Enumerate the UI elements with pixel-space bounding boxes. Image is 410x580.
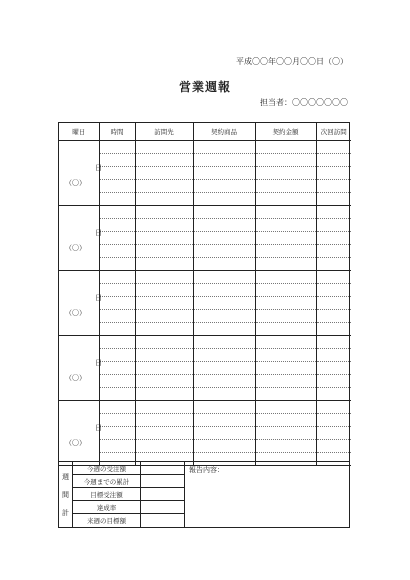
record-cell[interactable] — [193, 245, 255, 258]
day-char: 日 — [95, 229, 102, 237]
record-cell[interactable] — [193, 310, 255, 323]
record-cell[interactable] — [135, 375, 193, 388]
table-row — [59, 388, 351, 401]
weekday-label: （〇） — [65, 439, 86, 447]
record-cell[interactable] — [99, 427, 135, 440]
record-cell[interactable] — [99, 414, 135, 427]
record-cell[interactable] — [316, 388, 351, 401]
record-cell[interactable] — [316, 232, 351, 245]
record-cell[interactable] — [99, 245, 135, 258]
table-row — [59, 427, 351, 440]
record-cell[interactable] — [316, 258, 351, 271]
record-cell[interactable] — [316, 414, 351, 427]
weekday-cell — [59, 141, 102, 206]
table-row — [59, 245, 351, 258]
record-cell[interactable] — [255, 206, 316, 219]
record-cell[interactable] — [255, 414, 316, 427]
record-cell[interactable] — [193, 427, 255, 440]
weekday-cell — [59, 271, 102, 336]
record-cell[interactable] — [193, 388, 255, 401]
side-char: 週 — [62, 473, 69, 481]
record-cell[interactable] — [193, 401, 255, 414]
record-cell[interactable] — [193, 180, 255, 193]
record-cell[interactable] — [135, 193, 193, 206]
side-char: 計 — [62, 509, 69, 517]
summary-value-cell[interactable] — [141, 501, 185, 513]
record-cell[interactable] — [99, 323, 135, 336]
col-weekday: 曜日 — [59, 123, 99, 141]
record-cell[interactable] — [316, 297, 351, 310]
record-cell[interactable] — [99, 440, 135, 453]
side-char: 間 — [62, 491, 69, 499]
record-cell[interactable] — [316, 271, 351, 284]
summary-value-cell[interactable] — [141, 462, 185, 474]
col-time: 時間 — [99, 123, 135, 141]
record-cell[interactable] — [255, 167, 316, 180]
summary-row — [73, 462, 185, 475]
record-cell[interactable] — [135, 180, 193, 193]
record-cell[interactable] — [255, 219, 316, 232]
table-row — [59, 193, 351, 206]
table-row — [59, 154, 351, 167]
record-cell[interactable] — [193, 297, 255, 310]
record-cell[interactable] — [99, 180, 135, 193]
record-cell[interactable] — [316, 375, 351, 388]
record-cell[interactable] — [135, 349, 193, 362]
record-cell[interactable] — [135, 362, 193, 375]
record-cell[interactable] — [316, 167, 351, 180]
record-cell[interactable] — [193, 193, 255, 206]
summary-label: 来週の目標額 — [73, 514, 141, 527]
record-cell[interactable] — [255, 362, 316, 375]
table-row — [59, 336, 351, 349]
record-cell[interactable] — [316, 180, 351, 193]
record-cell[interactable] — [255, 336, 316, 349]
record-cell[interactable] — [316, 323, 351, 336]
table-row — [59, 297, 351, 310]
record-cell[interactable] — [99, 388, 135, 401]
record-cell[interactable] — [316, 245, 351, 258]
weekday-cell — [59, 401, 102, 466]
day-char: 日 — [95, 359, 102, 367]
record-cell[interactable] — [316, 440, 351, 453]
record-cell[interactable] — [255, 141, 316, 154]
summary-value-cell[interactable] — [141, 488, 185, 500]
record-cell[interactable] — [99, 206, 135, 219]
table-row — [59, 180, 351, 193]
table-row — [59, 401, 351, 414]
record-cell[interactable] — [193, 323, 255, 336]
record-cell[interactable] — [135, 284, 193, 297]
record-cell[interactable] — [193, 375, 255, 388]
record-cell[interactable] — [255, 193, 316, 206]
table-row — [59, 323, 351, 336]
record-cell[interactable] — [135, 388, 193, 401]
record-cell[interactable] — [316, 401, 351, 414]
record-cell[interactable] — [135, 154, 193, 167]
record-cell[interactable] — [99, 336, 135, 349]
record-cell[interactable] — [316, 427, 351, 440]
record-cell[interactable] — [193, 258, 255, 271]
summary-label: 達成率 — [73, 501, 141, 513]
col-contract-product: 契約商品 — [193, 123, 255, 141]
record-cell[interactable] — [99, 219, 135, 232]
record-cell[interactable] — [193, 414, 255, 427]
record-cell[interactable] — [255, 297, 316, 310]
record-cell[interactable] — [316, 284, 351, 297]
record-cell[interactable] — [99, 193, 135, 206]
record-cell[interactable] — [255, 323, 316, 336]
record-cell[interactable] — [135, 440, 193, 453]
table-row — [59, 219, 351, 232]
record-cell[interactable] — [193, 349, 255, 362]
day-char: 日 — [95, 424, 102, 432]
record-cell[interactable] — [193, 232, 255, 245]
summary-value-cell[interactable] — [141, 475, 185, 487]
summary-row — [73, 475, 185, 488]
weekday-label: （〇） — [65, 179, 86, 187]
record-cell[interactable] — [135, 414, 193, 427]
record-cell[interactable] — [316, 349, 351, 362]
record-cell[interactable] — [255, 401, 316, 414]
record-cell[interactable] — [99, 297, 135, 310]
record-cell[interactable] — [316, 362, 351, 375]
table-row — [59, 141, 351, 154]
record-cell[interactable] — [99, 154, 135, 167]
record-cell[interactable] — [255, 375, 316, 388]
table-row — [59, 271, 351, 284]
record-cell[interactable] — [255, 349, 316, 362]
record-cell[interactable] — [135, 167, 193, 180]
record-cell[interactable] — [255, 427, 316, 440]
weekday-cell — [59, 206, 102, 271]
record-cell[interactable] — [193, 219, 255, 232]
record-cell[interactable] — [99, 362, 135, 375]
weekday-cell — [59, 336, 102, 401]
record-cell[interactable] — [255, 245, 316, 258]
report-title: 営業週報 — [178, 80, 231, 94]
record-cell[interactable] — [193, 154, 255, 167]
weekday-label: （〇） — [65, 374, 86, 382]
record-cell[interactable] — [255, 154, 316, 167]
table-row — [59, 206, 351, 219]
record-cell[interactable] — [255, 258, 316, 271]
record-cell[interactable] — [99, 310, 135, 323]
record-cell[interactable] — [255, 232, 316, 245]
report-date: 平成〇〇年〇〇月〇〇日（〇） — [236, 57, 348, 66]
record-cell[interactable] — [193, 206, 255, 219]
report-content-area[interactable] — [185, 462, 349, 527]
record-cell[interactable] — [316, 193, 351, 206]
record-cell[interactable] — [99, 271, 135, 284]
table-row — [59, 167, 351, 180]
table-header-row — [59, 123, 351, 141]
summary-row — [73, 488, 185, 501]
record-cell[interactable] — [193, 336, 255, 349]
record-cell[interactable] — [135, 271, 193, 284]
summary-label: 今週の受注額 — [73, 462, 141, 474]
record-cell[interactable] — [193, 284, 255, 297]
record-cell[interactable] — [99, 258, 135, 271]
day-char: 日 — [95, 164, 102, 172]
record-cell[interactable] — [316, 336, 351, 349]
table-row — [59, 258, 351, 271]
record-cell[interactable] — [255, 271, 316, 284]
record-cell[interactable] — [135, 323, 193, 336]
summary-label: 今週までの累計 — [73, 475, 141, 487]
weekday-label: （〇） — [65, 309, 86, 317]
col-contract-amount: 契約金額 — [255, 123, 316, 141]
record-cell[interactable] — [99, 284, 135, 297]
table-row — [59, 232, 351, 245]
table-row — [59, 414, 351, 427]
table-row — [59, 310, 351, 323]
table-row — [59, 375, 351, 388]
record-cell[interactable] — [99, 141, 135, 154]
record-cell[interactable] — [255, 284, 316, 297]
record-cell[interactable] — [99, 401, 135, 414]
record-cell[interactable] — [193, 440, 255, 453]
record-cell[interactable] — [316, 141, 351, 154]
table-row — [59, 349, 351, 362]
record-cell[interactable] — [135, 427, 193, 440]
table-row — [59, 440, 351, 453]
record-cell[interactable] — [135, 401, 193, 414]
record-cell[interactable] — [99, 375, 135, 388]
record-cell[interactable] — [99, 232, 135, 245]
record-cell[interactable] — [135, 258, 193, 271]
table-row — [59, 284, 351, 297]
record-cell[interactable] — [255, 440, 316, 453]
record-cell[interactable] — [255, 388, 316, 401]
record-cell[interactable] — [193, 141, 255, 154]
record-cell[interactable] — [135, 141, 193, 154]
summary-table — [73, 462, 185, 527]
record-cell[interactable] — [99, 167, 135, 180]
record-cell[interactable] — [316, 219, 351, 232]
report-content-label: 報告内容： — [189, 466, 224, 474]
record-cell[interactable] — [135, 336, 193, 349]
record-cell[interactable] — [316, 206, 351, 219]
table-row — [59, 362, 351, 375]
record-cell[interactable] — [135, 219, 193, 232]
summary-value-cell[interactable] — [141, 514, 185, 527]
weekday-label: （〇） — [65, 244, 86, 252]
record-cell[interactable] — [193, 271, 255, 284]
summary-row — [73, 514, 185, 527]
summary-label: 目標受注額 — [73, 488, 141, 500]
record-cell[interactable] — [99, 349, 135, 362]
person-in-charge: 担当者：〇〇〇〇〇〇〇 — [260, 98, 348, 107]
record-cell[interactable] — [316, 154, 351, 167]
record-cell[interactable] — [135, 206, 193, 219]
record-cell[interactable] — [135, 232, 193, 245]
record-cell[interactable] — [135, 245, 193, 258]
weekly-summary — [58, 462, 350, 528]
weekly-total-label — [59, 462, 73, 528]
record-cell[interactable] — [193, 167, 255, 180]
day-char: 日 — [95, 294, 102, 302]
record-cell[interactable] — [255, 180, 316, 193]
record-cell[interactable] — [255, 310, 316, 323]
record-cell[interactable] — [135, 310, 193, 323]
col-visit-destination: 訪問先 — [135, 123, 193, 141]
record-cell[interactable] — [135, 297, 193, 310]
col-next-visit: 次回訪問 — [316, 123, 351, 141]
record-cell[interactable] — [193, 362, 255, 375]
daily-records-table — [58, 122, 350, 462]
record-cell[interactable] — [316, 310, 351, 323]
summary-row — [73, 501, 185, 514]
